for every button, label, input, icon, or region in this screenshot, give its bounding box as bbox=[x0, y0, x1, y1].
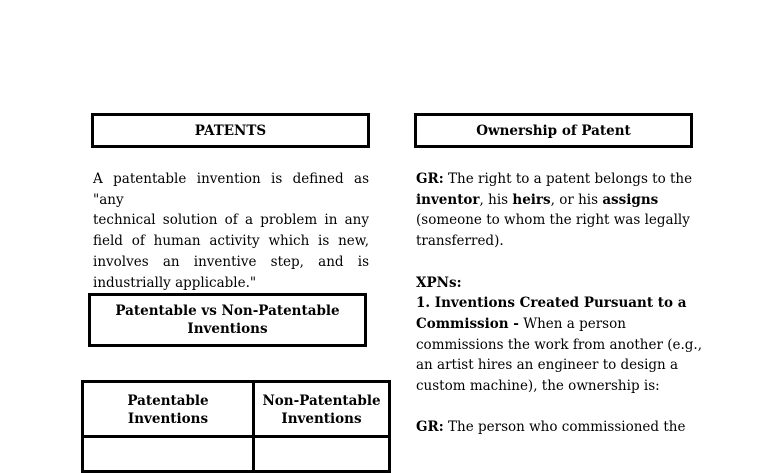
definition-line-4: involves an inventive step, and is bbox=[93, 253, 369, 270]
gr2-line-1-text: The person who commissioned the bbox=[443, 419, 686, 436]
xpn1-line-5: custom machine), the ownership is: bbox=[416, 378, 660, 395]
gr1-line-3: (someone to whom the right was legally bbox=[416, 212, 690, 229]
gr2-line-1 bbox=[416, 417, 706, 438]
definition-line-3: field of human activity which is new, bbox=[93, 233, 369, 250]
assigns-term: assigns bbox=[602, 191, 659, 208]
gr1-line-4: transferred). bbox=[416, 233, 504, 250]
xpns-label-text: XPNs: bbox=[416, 274, 462, 291]
gr-label: GR: bbox=[416, 419, 444, 436]
xpn1-line-3: commissions the work from another (e.g., bbox=[416, 336, 702, 353]
table-header-row bbox=[83, 382, 390, 437]
xpn1-line-4: an artist hires an engineer to design a bbox=[416, 357, 679, 374]
column-header-non-patentable-line-2: Inventions bbox=[281, 411, 362, 427]
xpn1-line-2-text: When a person bbox=[518, 315, 626, 332]
column-header-patentable-line-2: Inventions bbox=[127, 411, 209, 427]
patentable-comparison-table bbox=[81, 380, 391, 473]
table-cell bbox=[83, 437, 254, 472]
definition-line-2: technical solution of a problem in any bbox=[93, 212, 369, 229]
spacer bbox=[416, 252, 706, 273]
gr-label: GR: bbox=[416, 171, 444, 187]
gr1-connector-2: , or his bbox=[550, 191, 603, 208]
patentable-vs-non-patentable-heading bbox=[88, 293, 367, 347]
gr1-line-1 bbox=[416, 169, 706, 190]
definition-line-5: industrially applicable." bbox=[93, 274, 257, 291]
patents-heading-text: PATENTS bbox=[194, 122, 267, 139]
xpn1-title-line-1 bbox=[416, 293, 706, 314]
table-cell bbox=[254, 437, 390, 472]
pvnp-heading-line-2: Inventions bbox=[187, 321, 268, 337]
patents-heading bbox=[91, 113, 370, 148]
ownership-heading-text: Ownership of Patent bbox=[476, 122, 631, 139]
xpn1-line-2 bbox=[416, 314, 706, 335]
gr1-connector-1: , his bbox=[479, 191, 513, 208]
xpn1-title-text-1: 1. Inventions Created Pursuant to a bbox=[416, 295, 687, 312]
inventor-term: inventor bbox=[416, 191, 480, 208]
patentable-invention-definition bbox=[93, 169, 369, 293]
gr1-line-1-text: The right to a patent belongs to the bbox=[443, 171, 693, 187]
definition-line-1: A patentable invention is defined as "any bbox=[93, 171, 369, 208]
heirs-term: heirs bbox=[512, 191, 551, 208]
gr1-line-2 bbox=[416, 190, 706, 211]
spacer bbox=[416, 397, 706, 418]
pvnp-heading-line-1: Patentable vs Non-Patentable bbox=[115, 303, 340, 319]
table-row bbox=[83, 437, 390, 472]
column-header-patentable bbox=[83, 382, 254, 437]
ownership-of-patent-heading bbox=[414, 113, 693, 148]
column-header-non-patentable-line-1: Non-Patentable bbox=[262, 393, 381, 409]
column-header-patentable-line-1: Patentable bbox=[127, 393, 209, 409]
xpn1-title-text-2: Commission - bbox=[416, 315, 519, 332]
xpns-label bbox=[416, 273, 706, 294]
column-header-non-patentable bbox=[254, 382, 390, 437]
ownership-rules-text bbox=[416, 169, 706, 438]
